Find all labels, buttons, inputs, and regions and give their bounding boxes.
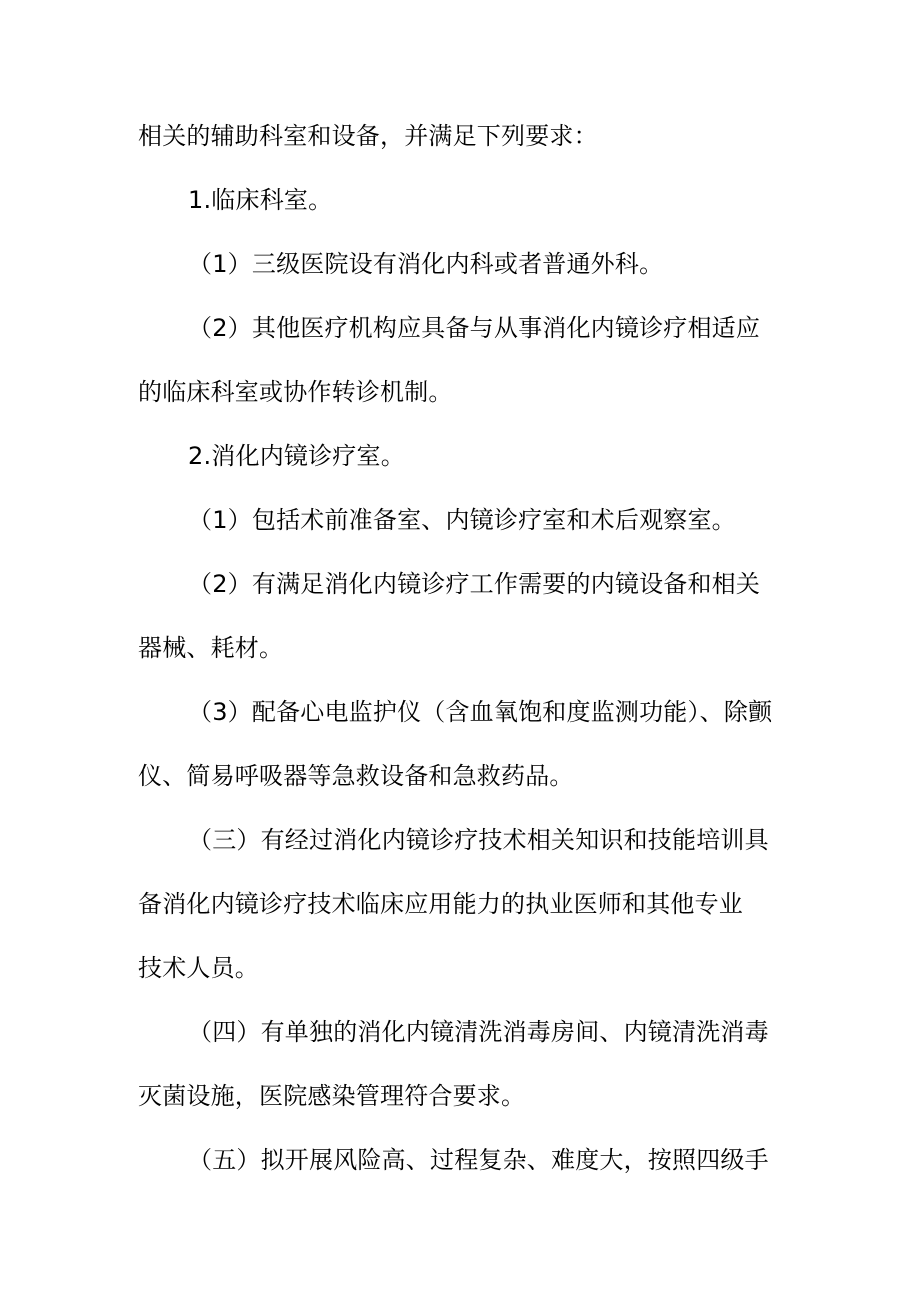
paragraph-line-1: 相关的辅助科室和设备，并满足下列要求：	[138, 122, 598, 150]
section-heading-endoscopy-room: 2.消化内镜诊疗室。	[188, 442, 405, 470]
list-item-2-2-continued: 器械、耗材。	[138, 634, 284, 662]
list-item-2-3-continued: 仪、简易呼吸器等急救设备和急救药品。	[138, 762, 574, 790]
section-three: （三）有经过消化内镜诊疗技术相关知识和技能培训具	[188, 826, 769, 854]
list-item-1-1: （1）三级医院设有消化内科或者普通外科。	[188, 250, 664, 278]
section-three-continued-2: 技术人员。	[138, 954, 259, 982]
section-three-continued-1: 备消化内镜诊疗技术临床应用能力的执业医师和其他专业	[138, 890, 743, 918]
list-item-2-1: （1）包括术前准备室、内镜诊疗室和术后观察室。	[188, 506, 736, 534]
section-four-continued: 灭菌设施，医院感染管理符合要求。	[138, 1082, 526, 1110]
list-item-2-2: （2）有满足消化内镜诊疗工作需要的内镜设备和相关	[188, 570, 761, 598]
section-five: （五）拟开展风险高、过程复杂、难度大，按照四级手	[188, 1146, 769, 1174]
section-four: （四）有单独的消化内镜清洗消毒房间、内镜清洗消毒	[188, 1018, 769, 1046]
list-item-1-2: （2）其他医疗机构应具备与从事消化内镜诊疗相适应	[188, 314, 761, 342]
section-heading-clinical-departments: 1.临床科室。	[188, 186, 333, 214]
list-item-1-2-continued: 的临床科室或协作转诊机制。	[138, 378, 453, 406]
list-item-2-3: （3）配备心电监护仪（含血氧饱和度监测功能）、除颤	[188, 698, 773, 726]
